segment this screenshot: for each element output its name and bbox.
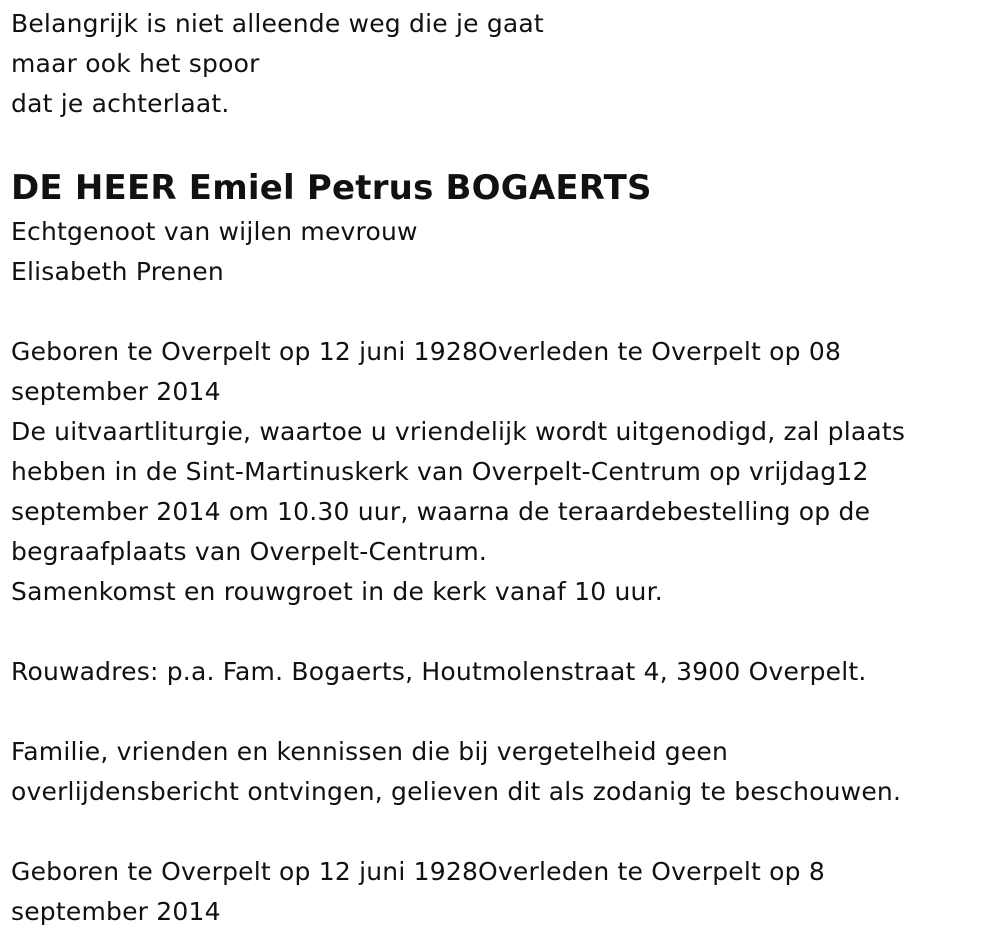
dates-bottom-line-1: Geboren te Overpelt op 12 juni 1928Overleden te Overpelt op 8 [11, 857, 825, 886]
funeral-line-4: begraafplaats van Overpelt-Centrum. [11, 537, 488, 566]
motto-line-2: maar ook het spoor [11, 49, 260, 78]
funeral-line-2: hebben in de Sint-Martinuskerk van Overpelt-Centrum op vrijdag12 [11, 457, 869, 486]
spacer [11, 292, 986, 332]
relation-line-2: Elisabeth Prenen [11, 257, 224, 286]
dates-bottom-line-2: september 2014 [11, 897, 221, 926]
obituary-document [11, 4, 986, 932]
dates-top-line-1: Geboren te Overpelt op 12 juni 1928Overleden te Overpelt op 08 [11, 337, 842, 366]
mourning-address: Rouwadres: p.a. Fam. Bogaerts, Houtmolenstraat 4, 3900 Overpelt. [11, 657, 867, 686]
motto-line-1: Belangrijk is niet alleende weg die je gaat [11, 9, 544, 38]
notice-line-2: overlijdensbericht ontvingen, gelieven dit als zodanig te beschouwen. [11, 777, 902, 806]
spacer [11, 124, 986, 164]
dates-top-line-2: september 2014 [11, 377, 221, 406]
notice-line-1: Familie, vrienden en kennissen die bij vergetelheid geen [11, 737, 729, 766]
funeral-line-3: september 2014 om 10.30 uur, waarna de teraardebestelling op de [11, 497, 871, 526]
spacer [11, 692, 986, 732]
funeral-line-5: Samenkomst en rouwgroet in de kerk vanaf 10 uur. [11, 577, 663, 606]
spacer [11, 612, 986, 652]
relation-line-1: Echtgenoot van wijlen mevrouw [11, 217, 418, 246]
deceased-name: DE HEER Emiel Petrus BOGAERTS [11, 168, 652, 208]
motto-line-3: dat je achterlaat. [11, 89, 230, 118]
spacer [11, 812, 986, 852]
funeral-line-1: De uitvaartliturgie, waartoe u vriendelijk wordt uitgenodigd, zal plaats [11, 417, 906, 446]
